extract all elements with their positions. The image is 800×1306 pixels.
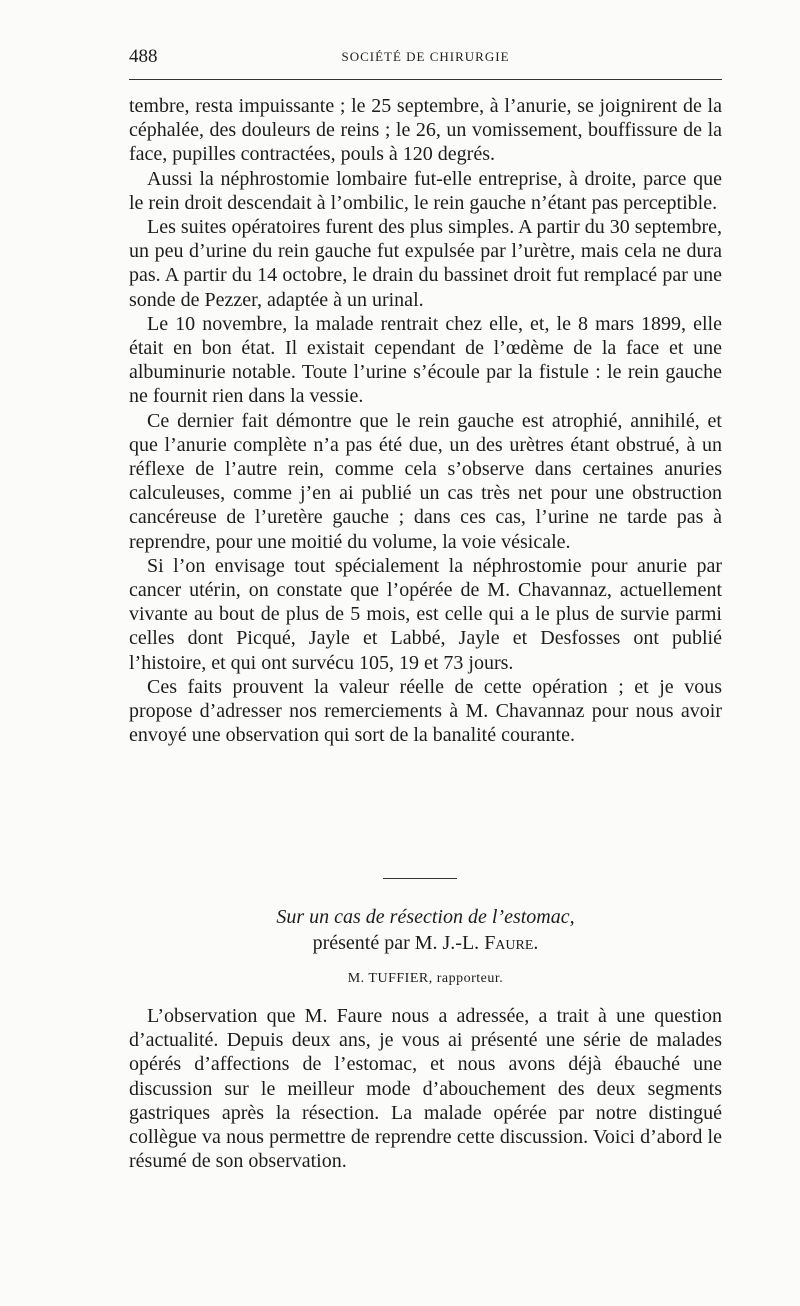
running-head: SOCIÉTÉ DE CHIRURGIE — [341, 49, 510, 64]
report-body — [129, 94, 722, 747]
page-number: 488 — [129, 46, 158, 67]
paragraph: Les suites opératoires furent des plus simples. A partir du 30 septembre, un peu d’urine du rein gauche fut expulsée par l’urètre, mais cela ne dura pas. A partir du 14 octobre, le drain du bassinet droit fut remplacé par une sonde de Pezzer, adaptée à un urinal. — [129, 216, 722, 311]
article-title — [129, 904, 722, 956]
presenter-name: Faure — [484, 932, 534, 954]
paragraph: Aussi la néphrostomie lombaire fut-elle entreprise, à droite, parce que le rein droit descendait à l’ombilic, le rein gauche n’étant pas perceptible. — [129, 167, 722, 214]
presenter-suffix: . — [533, 932, 539, 954]
header-rule — [129, 79, 722, 80]
rapporteur-line: M. TUFFIER, rapporteur. — [347, 971, 504, 986]
paragraph: Si l’on envisage tout spécialement la néphrostomie pour anurie par cancer utérin, on constate que l’opérée de M. Chavannaz, actuellement vivante au bout de plus de 5 mois, est celle qui a le plus de survie parmi celles dont Picqué, Jayle et Labbé, Jayle et Desfosses ont publié l’histoire, et qui ont survécu 105, 19 et 73 jours. — [129, 554, 722, 674]
paragraph: Le 10 novembre, la malade rentrait chez elle, et, le 8 mars 1899, elle était en bon état. Il existait cependant de l’œdème de la face et une albuminurie notable. Toute l’urine s’écoule par la fistule : le rein gauche ne fournit rien dans la vessie. — [129, 312, 722, 408]
article-title-line: Sur un cas de résection de l’estomac, — [276, 906, 575, 928]
paragraph: tembre, resta impuissante ; le 25 septembre, à l’anurie, se joignirent de la céphalée, des douleurs de reins ; le 26, un vomissement, bouffissure de la face, pupilles contractées, pouls à 120 degrés. — [129, 95, 722, 166]
paragraph: L’observation que M. Faure nous a adressée, a trait à une question d’actualité. Depuis deux ans, je vous ai présenté une série de malades opérés d’affections de l’estomac, et nous avons déjà ébauché une discussion sur le meilleur mode d’abouchement des deux segments gastriques après la résection. La malade opérée par notre distingué collègue va nous permettre de reprendre cette discussion. Voici d’abord le résumé de son observation. — [129, 1005, 722, 1173]
page-header — [129, 46, 722, 70]
article-body — [129, 1004, 722, 1173]
paragraph: Ce dernier fait démontre que le rein gauche est atrophié, annihilé, et que l’anurie complète n’a pas été due, un des urètres étant obstrué, à un réflexe de l’autre rein, comme cela s’observe dans certaines anuries calculeuses, comme j’en ai publié un cas très net pour une obstruction cancéreuse de l’uretère gauche ; dans ces cas, l’urine ne tarde pas à reprendre, pour une moitié du volume, la voie vésicale. — [129, 409, 722, 553]
paragraph: Ces faits prouvent la valeur réelle de cette opération ; et je vous propose d’adresser nos remerciements à M. Chavannaz pour nous avoir envoyé une observation qui sort de la banalité courante. — [129, 675, 722, 747]
section-divider — [383, 878, 457, 879]
article-presenter-line — [129, 930, 722, 956]
presenter-prefix: présenté par M. J.-L. — [312, 932, 485, 954]
